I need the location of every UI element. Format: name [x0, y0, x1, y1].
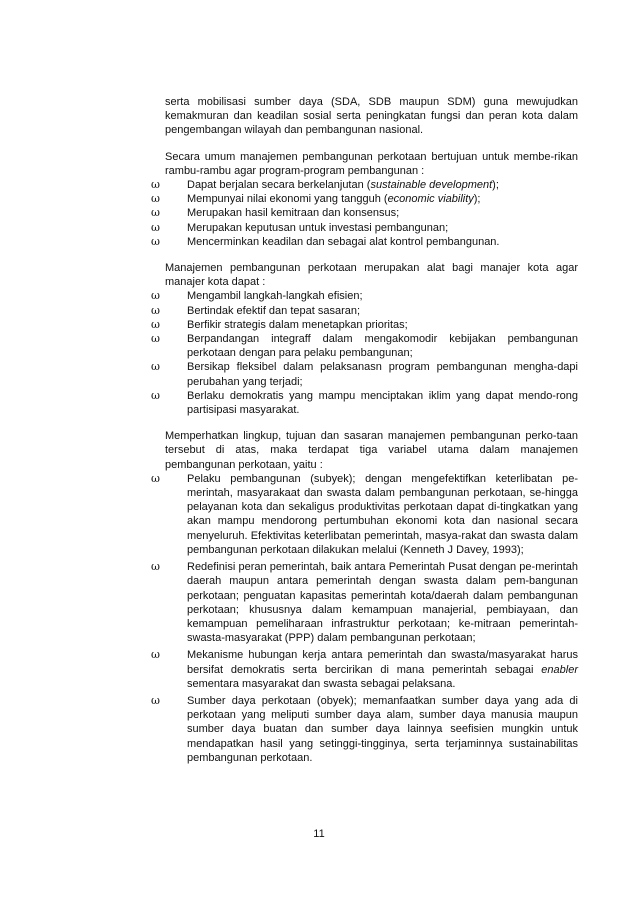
list-item: ω Mekanisme hubungan kerja antara pemerintah dan swasta/masyarakat harus bersifat demokratis serta bercirikan di mana pemerintah sebagai enabler sementara masyarakat dan swasta sebagai pelaksana. — [151, 648, 578, 690]
list-item: ω Bertindak efektif dan tepat sasaran; — [151, 303, 361, 317]
bullet-icon: ω — [151, 317, 160, 331]
list-item: ω Mengambil langkah-langkah efisien; — [151, 289, 363, 303]
bullet-icon: ω — [151, 471, 160, 485]
list-item: ω Berpandangan integraff dalam mengakomodir kebijakan pembangunan perkotaan dengan para pelaku pembangunan; — [151, 332, 578, 360]
paragraph-goals-intro: Secara umum manajemen pembangunan perkotaan bertujuan untuk membe-rikan rambu-rambu agar program-program pembangunan : — [165, 150, 578, 177]
list-item: ω Berfikir strategis dalam menetapkan prioritas; — [151, 317, 408, 331]
list-item: ω Mencerminkan keadilan dan sebagai alat kontrol pembangunan. — [151, 234, 500, 248]
bullet-icon: ω — [151, 648, 160, 662]
list-item: ω Berlaku demokratis yang mampu menciptakan iklim yang dapat mendo-rong partisipasi masyarakat. — [151, 388, 578, 417]
list-item: ω Bersikap fleksibel dalam pelaksanasn program pembangunan mengha-dapi perubahan yang terjadi; — [151, 360, 578, 388]
page-number: 11 — [313, 828, 325, 840]
bullet-icon: ω — [151, 234, 160, 248]
paragraph-tools-intro: Manajemen pembangunan perkotaan merupakan alat bagi manajer kota agar manajer kota dapat : — [165, 262, 578, 289]
bullet-icon: ω — [151, 693, 160, 707]
bullet-icon: ω — [151, 206, 160, 220]
list-item: ω Pelaku pembangunan (subyek); dengan mengefektifkan keterlibatan pe-merintah, masyarakaat dan swasta dalam pembangunan perkotaan, se-hingga pelayanan kota dan sekaligus produktivitas perkotaan dapat di-tingkatkan yang akan mampu mendorong pertumbuhan ekonomi kota dan nasional secara menyeluruh. Efektivitas keterlibatan pemerintah, masya-rakat dan swasta dalam pembangunan perkotaan dilakukan melalui (Kenneth J Davey, 1993); — [151, 471, 578, 556]
bullet-icon: ω — [151, 360, 160, 374]
list-item: ω Redefinisi peran pemerintah, baik antara Pemerintah Pusat dengan pe-merintah daerah maupun antara pemerintah dengan swasta dalam pem-bangunan perkotaan; penguatan kapasitas pemerintah kota/daerah dalam pembangunan perkotaan; khususnya dalam kemampuan manajerial, pembiayaan, dan kemampuan pemeliharaan infrastruktur perkotaan; ke-mitraan pemerintah-swasta-masyarakat (PPP) dalam pembangunan perkotaan; — [151, 560, 578, 645]
paragraph-intro: serta mobilisasi sumber daya (SDA, SDB maupun SDM) guna mewujudkan kemakmuran dan keadilan sosial serta peningkatan fungsi dan peran kota dalam pengembangan wilayah dan pembangunan nasional. — [165, 96, 578, 137]
bullet-icon: ω — [151, 192, 160, 206]
list-item: ω Mempunyai nilai ekonomi yang tangguh (economic viability); — [151, 192, 481, 206]
tools-list — [151, 289, 578, 417]
section-goals — [151, 150, 578, 249]
bullet-icon: ω — [151, 220, 160, 234]
bullet-icon: ω — [151, 560, 160, 574]
bullet-icon: ω — [151, 303, 160, 317]
goals-list — [151, 178, 578, 249]
bullet-icon: ω — [151, 388, 160, 402]
bullet-icon: ω — [151, 332, 160, 346]
page-body — [151, 95, 578, 768]
paragraph-variables-intro: Memperhatkan lingkup, tujuan dan sasaran manajemen pembangunan perko-taan tersebut di atas, maka terdapat tiga variabel utama dalam manajemen pembangunan perkotaan, yaitu : — [165, 430, 578, 471]
list-item: ω Merupakan hasil kemitraan dan konsensus; — [151, 206, 400, 220]
variables-list — [151, 471, 578, 765]
list-item: ω Merupakan keputusan untuk investasi pembangunan; — [151, 220, 449, 234]
list-item: ω Dapat berjalan secara berkelanjutan (sustainable development); — [151, 178, 499, 192]
bullet-icon: ω — [151, 178, 160, 192]
bullet-icon: ω — [151, 289, 160, 303]
list-item: ω Sumber daya perkotaan (obyek); memanfaatkan sumber daya yang ada di perkotaan yang meliputi sumber daya alam, sumber daya manusia maupun sumber daya buatan dan sumber daya lainnya seefisien mungkin untuk mendapatkan hasil yang setinggi-tingginya, serta terjaminnya sustainabilitas pembangunan perkotaan. — [151, 693, 578, 764]
section-manager-tools — [151, 261, 578, 417]
section-variables — [151, 429, 578, 765]
